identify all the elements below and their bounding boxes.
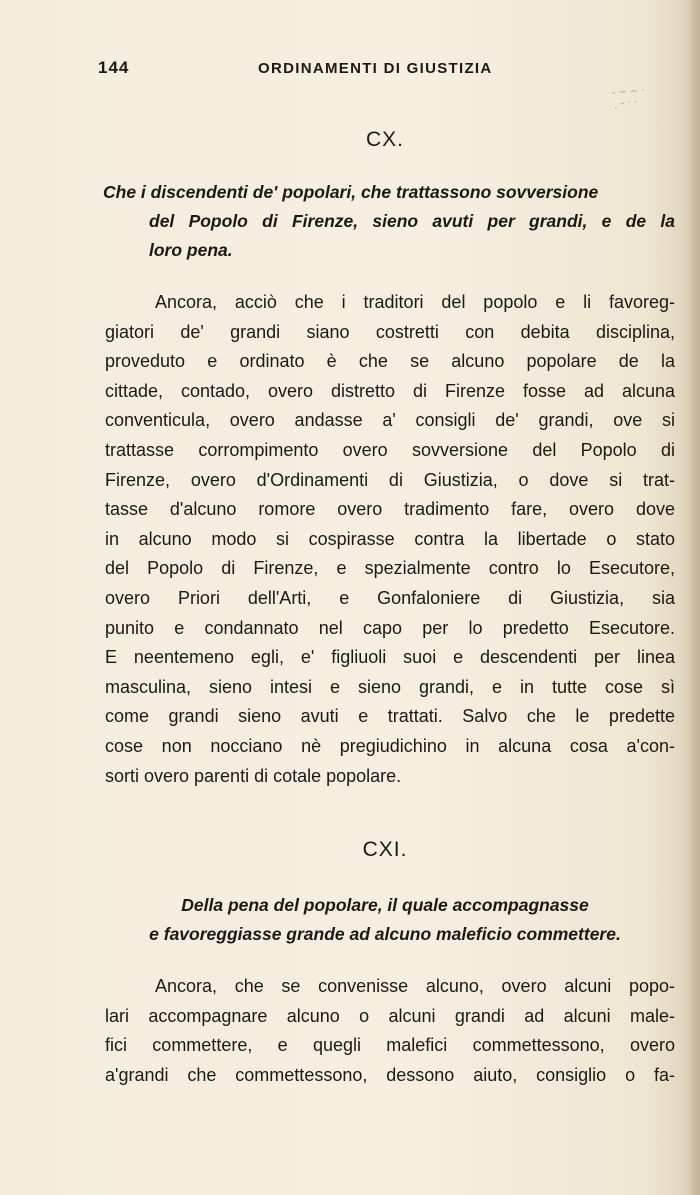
body-line: E neentemeno egli, e' figliuoli suoi e descendenti per linea bbox=[105, 647, 675, 668]
rubric-line: Che i discendenti de' popolari, che trattassono sovversione bbox=[103, 182, 599, 202]
body-line: cose non nocciano nè pregiudichino in alcuna cosa a'con- bbox=[105, 735, 675, 756]
body-line: del Popolo di Firenze, e spezialmente contro lo Esecutore, bbox=[105, 558, 675, 579]
body-line: come grandi sieno avuti e trattati. Salvo che le predette bbox=[105, 706, 675, 727]
rubric-line: loro pena. bbox=[149, 240, 233, 260]
running-title: ORDINAMENTI DI GIUSTIZIA bbox=[258, 60, 493, 77]
body-line: Ancora, che se convenisse alcuno, overo alcuni popo- bbox=[155, 976, 675, 996]
section-rubric-cxi bbox=[0, 891, 700, 949]
body-line: tasse d'alcuno romore overo tradimento fare, overo dove bbox=[105, 499, 675, 520]
rubric-line: Della pena del popolare, il quale accompagnasse bbox=[181, 895, 589, 915]
page-number: 144 bbox=[98, 58, 130, 77]
body-line: Ancora, acciò che i traditori del popolo e li favoreg- bbox=[155, 292, 675, 312]
ink-smudge: - ~ ~ · ˏ - · · bbox=[611, 85, 646, 110]
section-body-cxi bbox=[105, 972, 675, 1090]
rubric-line: e favoreggiasse grande ad alcuno maleficio commettere. bbox=[149, 924, 621, 944]
body-line: lari accompagnare alcuno o alcuni grandi ad alcuni male- bbox=[105, 1005, 675, 1026]
body-line: Firenze, overo d'Ordinamenti di Giustizia, o dove si trat- bbox=[105, 469, 675, 490]
body-line: sorti overo parenti di cotale popolare. bbox=[105, 765, 402, 786]
section-heading-cxi: CXI. bbox=[362, 838, 408, 861]
body-line: punito e condannato nel capo per lo predetto Esecutore. bbox=[105, 617, 675, 638]
body-line: trattasse corrompimento overo sovversione del Popolo di bbox=[105, 439, 675, 460]
body-line: proveduto e ordinato è che se alcuno popolare de la bbox=[105, 351, 675, 372]
section-heading-cx: CX. bbox=[365, 128, 404, 151]
body-line: in alcuno modo si cospirasse contra la libertade o stato bbox=[105, 528, 675, 549]
section-body-cx bbox=[105, 288, 675, 791]
body-line: giatori de' grandi siano costretti con debita disciplina, bbox=[105, 321, 675, 342]
body-line: conventicula, overo andasse a' consigli de' grandi, ove si bbox=[105, 410, 675, 431]
body-line: fici commettere, e quegli malefici commettessono, overo bbox=[105, 1035, 675, 1056]
page-edge-shadow bbox=[688, 0, 700, 1195]
body-line: overo Priori dell'Arti, e Gonfaloniere di Giustizia, sia bbox=[105, 587, 675, 608]
body-line: masculina, sieno intesi e sieno grandi, e in tutte cose sì bbox=[105, 676, 675, 697]
body-line: a'grandi che commettessono, dessono aiuto, consiglio o fa- bbox=[105, 1064, 675, 1085]
body-line: cittade, contado, overo distretto di Firenze fosse ad alcuna bbox=[105, 380, 675, 401]
rubric-line: del Popolo di Firenze, sieno avuti per grandi, e de la bbox=[149, 211, 675, 231]
running-header bbox=[98, 58, 618, 84]
section-rubric-cx bbox=[103, 178, 675, 265]
